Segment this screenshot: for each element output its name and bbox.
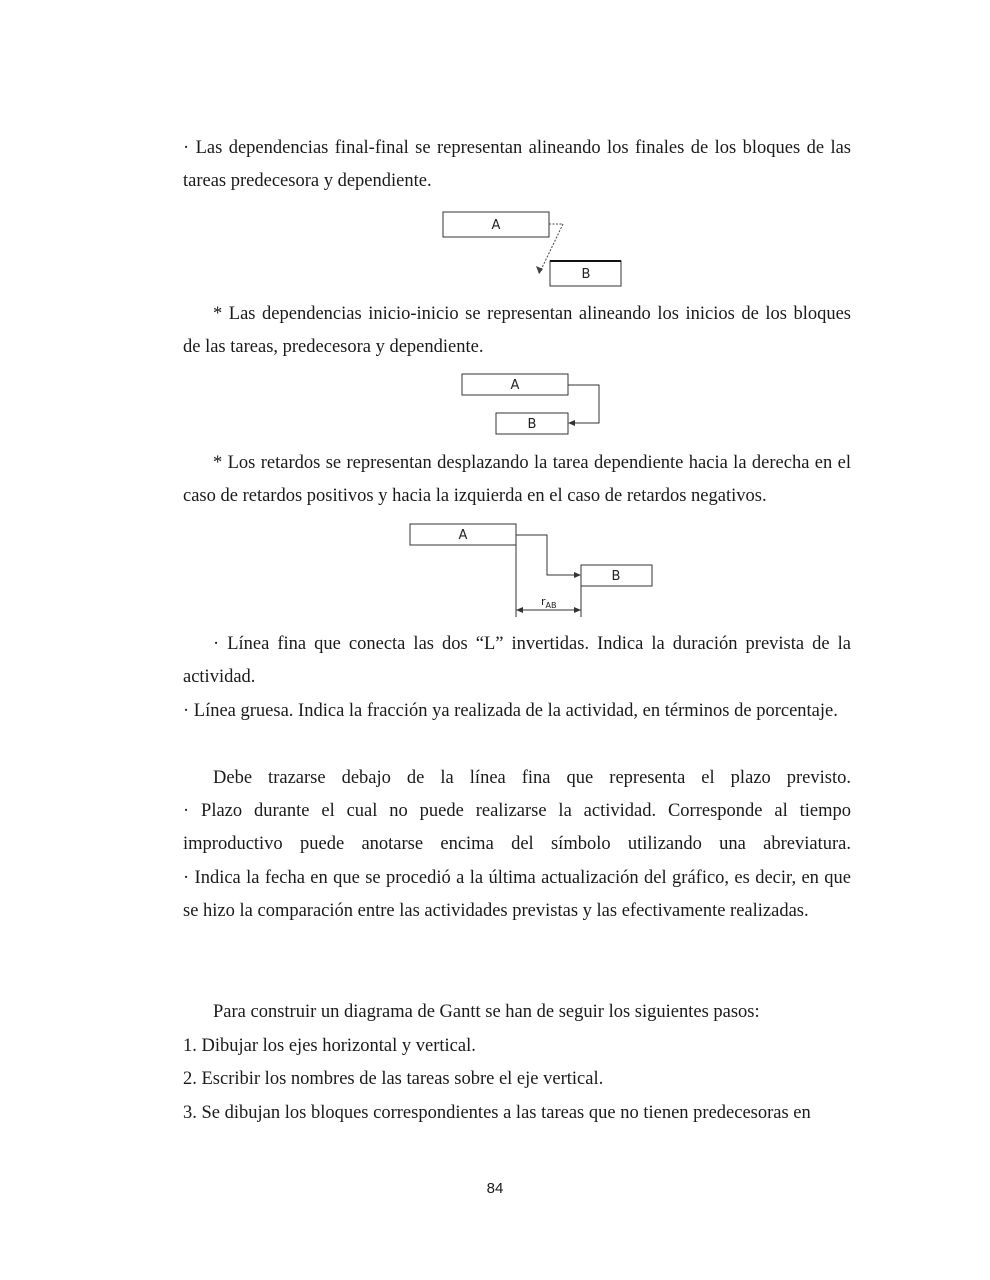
paragraph-final-final: · Las dependencias final-final se representan alineando los finales de los bloques de las tareas predecesora y dependiente. xyxy=(183,138,851,192)
arrow-head xyxy=(536,266,543,274)
dependency-arrow xyxy=(568,385,599,423)
dependency-arrow xyxy=(516,535,577,575)
paragraph-inicio-inicio: * Las dependencias inicio-inicio se representan alineando los inicios de los bloques de las tareas, predecesora y dependiente. xyxy=(183,304,851,358)
page-number: 84 xyxy=(486,1180,504,1197)
task-a-label: A xyxy=(491,218,501,233)
paragraph-fecha: · Indica la fecha en que se procedió a la última actualización del gráfico, es decir, en que se hizo la comparación entre las actividades previstas y las efectivamente realizadas. xyxy=(183,868,851,922)
task-b-label: B xyxy=(581,267,591,282)
lag-label: $r_{AB}$ xyxy=(541,595,557,610)
diagram-final-final xyxy=(440,208,630,290)
arrow-head xyxy=(568,420,575,426)
list-item-step-1: 1. Dibujar los ejes horizontal y vertical. xyxy=(183,1036,476,1056)
paragraph-plazo: · Plazo durante el cual no puede realizarse la actividad. Corresponde al tiempo improductivo puede anotarse encima del símbolo utilizando una abreviatura. xyxy=(183,801,851,855)
list-item-step-2: 2. Escribir los nombres de las tareas sobre el eje vertical. xyxy=(183,1069,604,1089)
paragraph-debe-trazarse: Debe trazarse debajo de la línea fina que representa el plazo previsto. xyxy=(213,768,851,788)
task-b-label: B xyxy=(611,569,621,584)
task-b-label: B xyxy=(527,417,537,432)
task-a-label: A xyxy=(458,528,468,543)
diagram-retardos xyxy=(405,520,660,620)
task-a-label: A xyxy=(510,378,520,393)
paragraph-linea-gruesa: · Línea gruesa. Indica la fracción ya realizada de la actividad, en términos de porcentaje. xyxy=(183,701,838,721)
paragraph-retardos: * Los retardos se representan desplazando la tarea dependiente hacia la derecha en el caso de retardos positivos y hacia la izquierda en el caso de retardos negativos. xyxy=(183,453,851,507)
list-item-step-3: 3. Se dibujan los bloques correspondientes a las tareas que no tienen predecesoras en xyxy=(183,1103,811,1123)
paragraph-gantt-intro: Para construir un diagrama de Gantt se han de seguir los siguientes pasos: xyxy=(213,1002,760,1022)
diagram-inicio-inicio xyxy=(458,370,608,440)
arrow-head xyxy=(574,572,581,578)
paragraph-linea-fina: · Línea fina que conecta las dos “L” invertidas. Indica la duración prevista de la actividad. xyxy=(183,634,851,688)
